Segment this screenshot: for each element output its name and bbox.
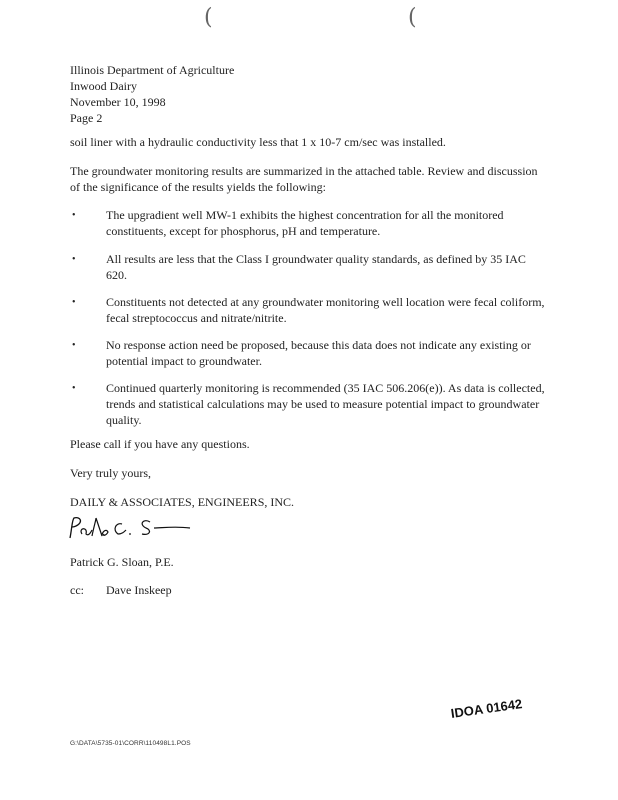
- bullet-text: All results are less that the Class I groundwater quality standards, as defined by 35 IAC 620.: [106, 252, 526, 282]
- bullet-marker: •: [72, 297, 76, 308]
- file-path-footer: G:\DATA\5735-01\CORR\110498L1.POS: [70, 740, 191, 747]
- company-name: DAILY & ASSOCIATES, ENGINEERS, INC.: [70, 495, 295, 509]
- letter-date: November 10, 1998: [70, 95, 166, 109]
- intro-paragraph: The groundwater monitoring results are summarized in the attached table. Review and discussion of the significance of the results yields the following:: [70, 164, 538, 194]
- handwritten-signature: [66, 514, 196, 544]
- bullet-marker: •: [72, 383, 76, 394]
- cc-recipient: Dave Inskeep: [106, 583, 172, 597]
- bullet-marker: •: [72, 254, 76, 265]
- salutation: Very truly yours,: [70, 466, 151, 480]
- continuation-paragraph: soil liner with a hydraulic conductivity less that 1 x 10-7 cm/sec was installed.: [70, 135, 446, 149]
- page-number: Page 2: [70, 111, 103, 125]
- subject-facility: Inwood Dairy: [70, 79, 137, 93]
- bullet-marker: •: [72, 340, 76, 351]
- bullet-text: Constituents not detected at any groundwater monitoring well location were fecal coliform, fecal streptococcus and nitrate/nitrite.: [106, 295, 545, 325]
- recipient-organization: Illinois Department of Agriculture: [70, 63, 235, 77]
- bullet-text: The upgradient well MW-1 exhibits the highest concentration for all the monitored constituents, except for phosphorus, pH and temperature.: [106, 208, 504, 238]
- closing-request: Please call if you have any questions.: [70, 437, 250, 451]
- bullet-text: No response action need be proposed, because this data does not indicate any existing or potential impact to groundwater.: [106, 338, 531, 368]
- punch-hole-mark-right: (: [408, 5, 417, 30]
- cc-label: cc:: [70, 583, 84, 597]
- bullet-marker: •: [72, 210, 76, 221]
- punch-hole-mark-left: (: [204, 5, 213, 30]
- letter-header: [70, 62, 234, 126]
- bullet-text: Continued quarterly monitoring is recommended (35 IAC 506.206(e)). As data is collected, trends and statistical calculations may be used to measure potential impact to groundwater quality.: [106, 381, 545, 427]
- signer-name: Patrick G. Sloan, P.E.: [70, 555, 174, 569]
- document-stamp: IDOA 01642: [449, 696, 524, 721]
